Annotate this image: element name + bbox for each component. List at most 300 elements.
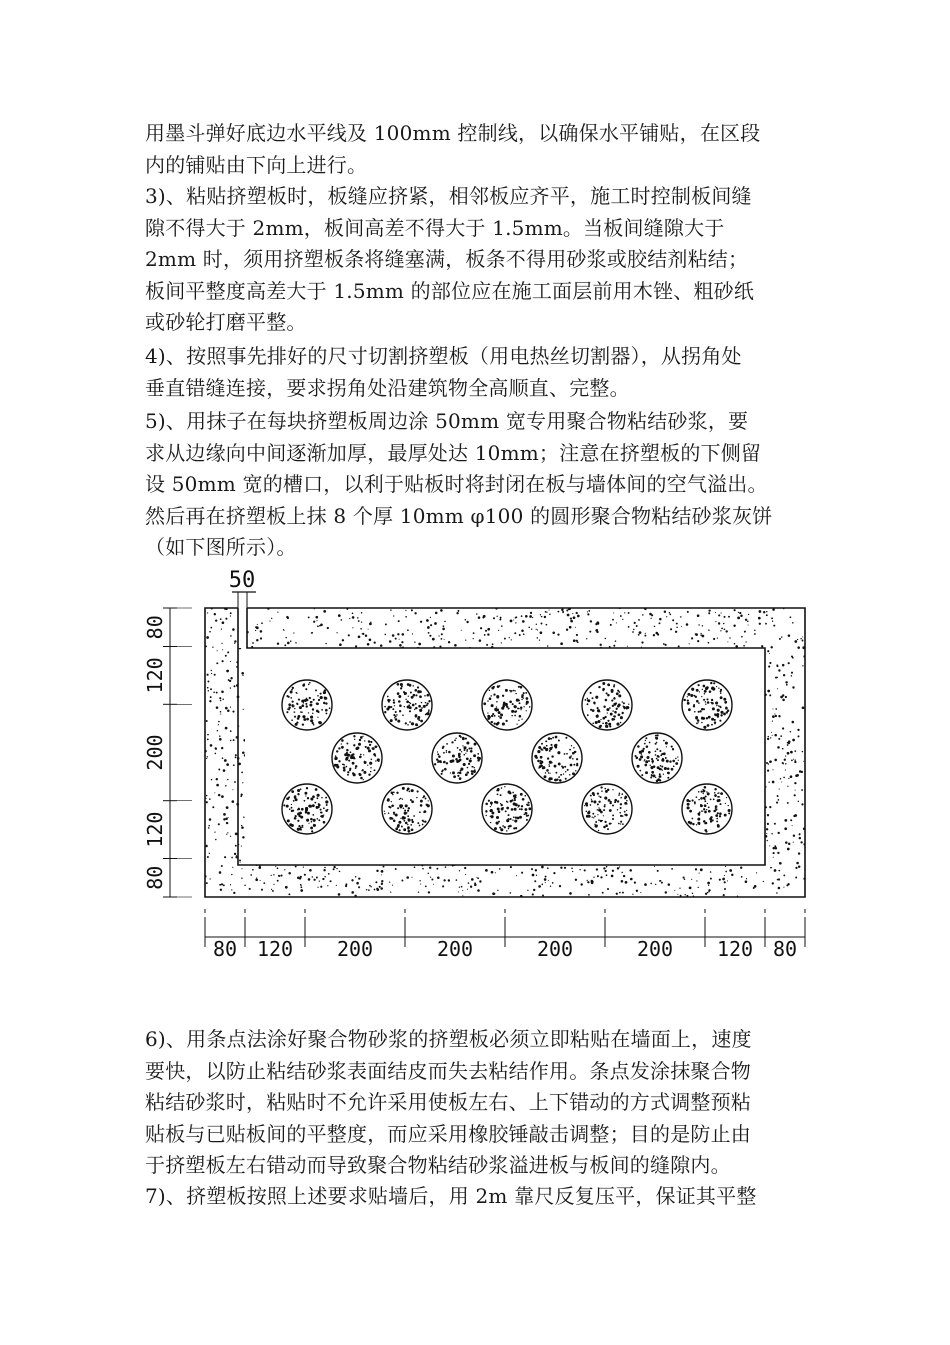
speckle: [594, 740, 596, 742]
speckle: [486, 762, 489, 765]
speckle: [646, 801, 648, 803]
speckle: [249, 673, 251, 675]
dab-speckle: [702, 789, 704, 791]
speckle: [800, 638, 801, 639]
speckle: [721, 683, 722, 684]
dab-speckle: [555, 736, 558, 739]
dab-speckle: [514, 819, 517, 822]
bottom-dim-label: 200: [336, 937, 374, 961]
speckle: [315, 651, 317, 653]
dab-speckle: [519, 702, 521, 704]
dab-speckle: [412, 790, 413, 791]
dab-speckle: [403, 820, 405, 822]
speckle: [415, 853, 417, 855]
speckle: [747, 717, 749, 719]
dab-speckle: [515, 693, 516, 694]
speckle: [269, 706, 270, 707]
speckle: [552, 785, 553, 786]
text-line: 板间平整度高差大于 1.5mm 的部位应在施工面层前用木锉、粗砂纸: [145, 278, 755, 303]
speckle: [292, 671, 293, 672]
dab-speckle: [411, 819, 413, 821]
speckle: [485, 778, 486, 779]
dab-speckle: [497, 789, 499, 791]
speckle: [751, 754, 753, 756]
speckle: [613, 780, 616, 783]
speckle: [676, 699, 678, 701]
speckle: [678, 804, 679, 805]
speckle: [559, 727, 560, 728]
dab-speckle: [303, 702, 304, 703]
speckle: [643, 850, 645, 852]
speckle: [289, 832, 292, 835]
dab-speckle: [314, 802, 316, 804]
speckle: [378, 823, 380, 825]
speckle: [516, 654, 519, 657]
speckle: [459, 870, 460, 871]
speckle: [767, 650, 769, 652]
speckle: [428, 662, 429, 663]
speckle: [407, 835, 408, 836]
dab-speckle: [489, 690, 490, 691]
dab-speckle: [288, 703, 291, 706]
speckle: [628, 733, 630, 735]
speckle: [734, 655, 736, 657]
dab-speckle: [308, 684, 310, 686]
speckle: [605, 870, 607, 872]
speckle: [596, 663, 598, 665]
dab-speckle: [372, 747, 375, 750]
speckle: [467, 711, 468, 712]
dab-speckle: [294, 716, 296, 718]
dab-speckle: [309, 704, 312, 707]
speckle: [384, 634, 386, 636]
dab-speckle: [618, 823, 620, 825]
speckle: [580, 721, 582, 723]
speckle: [782, 664, 785, 667]
dab-speckle: [346, 766, 348, 768]
dab-speckle: [415, 689, 418, 692]
speckle: [418, 643, 421, 646]
dab-speckle: [647, 756, 650, 759]
speckle: [207, 738, 209, 740]
speckle: [368, 784, 369, 785]
speckle: [668, 883, 671, 886]
text-line: 或砂轮打磨平整。: [145, 310, 307, 334]
dab-speckle: [443, 752, 445, 754]
speckle: [644, 687, 646, 689]
speckle: [357, 617, 359, 619]
speckle: [337, 730, 338, 731]
speckle: [385, 661, 387, 663]
speckle: [357, 861, 358, 862]
dab-speckle: [407, 683, 410, 686]
dab-speckle: [455, 738, 456, 739]
speckle: [691, 879, 692, 880]
speckle: [554, 851, 555, 852]
dab-speckle: [341, 746, 344, 749]
speckle: [308, 649, 309, 650]
speckle: [406, 765, 408, 767]
speckle: [754, 629, 756, 631]
speckle: [280, 875, 282, 877]
speckle: [654, 626, 656, 628]
dab-speckle: [704, 690, 707, 693]
speckle: [465, 649, 468, 652]
speckle: [584, 869, 586, 871]
dab-speckle: [391, 801, 392, 802]
dab-speckle: [550, 744, 552, 746]
speckle: [578, 702, 579, 703]
dab-speckle: [705, 795, 707, 797]
dab-speckle: [410, 692, 412, 694]
speckle: [535, 810, 538, 813]
dab-speckle: [715, 701, 718, 704]
dab-speckle: [603, 809, 605, 811]
dab-speckle: [687, 803, 690, 806]
dab-speckle: [587, 703, 589, 705]
dab-speckle: [415, 723, 418, 726]
speckle: [279, 843, 281, 845]
speckle: [259, 709, 261, 711]
speckle: [748, 859, 750, 861]
dab-speckle: [360, 736, 363, 739]
bottom-dim-label: 200: [536, 937, 574, 961]
speckle: [801, 789, 803, 791]
speckle: [563, 793, 564, 794]
speckle: [534, 663, 536, 665]
dab-speckle: [611, 718, 614, 721]
speckle: [362, 835, 363, 836]
speckle: [500, 750, 502, 752]
dab-speckle: [405, 804, 408, 807]
speckle: [519, 730, 520, 731]
speckle: [617, 677, 618, 678]
dab-speckle: [389, 699, 391, 701]
dab-speckle: [297, 820, 299, 822]
speckle: [566, 629, 568, 631]
dab-speckle: [705, 703, 706, 704]
dab-speckle: [392, 708, 394, 710]
speckle: [378, 819, 379, 820]
speckle: [273, 659, 274, 660]
speckle: [468, 816, 471, 819]
speckle: [519, 673, 521, 675]
speckle: [297, 739, 298, 740]
dab-speckle: [303, 718, 306, 721]
dab-speckle: [610, 713, 613, 716]
speckle: [344, 667, 346, 669]
speckle: [559, 855, 560, 856]
dab-speckle: [404, 706, 405, 707]
speckle: [507, 751, 510, 754]
speckle: [217, 730, 218, 731]
dab-speckle: [657, 755, 659, 757]
dab-speckle: [659, 773, 661, 775]
dab-speckle: [603, 815, 604, 816]
speckle: [681, 784, 683, 786]
speckle: [211, 779, 213, 781]
speckle: [259, 676, 262, 679]
speckle: [467, 807, 469, 809]
dab-speckle: [545, 772, 547, 774]
dab-speckle: [547, 757, 549, 759]
speckle: [232, 628, 235, 631]
speckle: [450, 701, 452, 703]
dab-speckle: [375, 760, 376, 761]
dab-speckle: [544, 775, 547, 778]
speckle: [555, 663, 557, 665]
adhesive-dab: [682, 680, 732, 730]
dab-speckle: [507, 818, 509, 820]
speckle: [259, 816, 261, 818]
speckle: [542, 816, 544, 818]
speckle: [483, 765, 485, 767]
dab-speckle: [604, 804, 606, 806]
speckle: [283, 855, 285, 857]
speckle: [356, 860, 359, 863]
speckle: [474, 696, 476, 698]
speckle: [232, 789, 233, 790]
speckle: [431, 743, 432, 744]
dab-speckle: [400, 818, 401, 819]
dab-speckle: [490, 801, 493, 804]
speckle: [299, 656, 300, 657]
dab-speckle: [703, 820, 706, 823]
dab-speckle: [618, 713, 621, 716]
dab-speckle: [462, 745, 463, 746]
dab-speckle: [378, 760, 380, 762]
speckle: [429, 685, 432, 688]
dab-speckle: [423, 811, 425, 813]
speckle: [689, 781, 690, 782]
dab-speckle: [692, 818, 694, 820]
speckle: [423, 677, 425, 679]
gap-notch: [238, 608, 245, 648]
speckle: [629, 653, 630, 654]
dab-speckle: [683, 699, 685, 701]
speckle: [700, 634, 702, 636]
dab-speckle: [620, 815, 622, 817]
speckle: [698, 887, 699, 888]
speckle: [277, 880, 279, 882]
speckle: [395, 638, 397, 640]
speckle: [604, 750, 607, 753]
speckle: [667, 654, 669, 656]
speckle: [661, 851, 662, 852]
speckle: [210, 627, 212, 629]
speckle: [271, 875, 272, 876]
speckle: [380, 644, 383, 647]
dab-speckle: [592, 697, 594, 699]
speckle: [328, 856, 329, 857]
dab-speckle: [592, 813, 594, 815]
speckle: [398, 855, 400, 857]
dab-speckle: [305, 688, 307, 690]
speckle: [785, 763, 787, 765]
dab-speckle: [408, 807, 410, 809]
dab-speckle: [707, 803, 708, 804]
speckle: [543, 858, 544, 859]
dab-speckle: [659, 768, 661, 770]
speckle: [389, 881, 390, 882]
speckle: [763, 703, 764, 704]
dab-speckle: [308, 712, 309, 713]
speckle: [248, 653, 250, 655]
speckle: [368, 889, 370, 891]
speckle: [529, 615, 532, 618]
speckle: [363, 721, 366, 724]
speckle: [643, 860, 645, 862]
dab-speckle: [505, 810, 507, 812]
speckle: [256, 877, 257, 878]
speckle: [255, 630, 256, 631]
speckle: [426, 785, 427, 786]
dab-speckle: [302, 715, 305, 718]
speckle: [678, 653, 680, 655]
speckle: [679, 852, 681, 854]
speckle: [300, 730, 302, 732]
speckle: [278, 798, 280, 800]
speckle: [647, 825, 649, 827]
dab-speckle: [419, 811, 421, 813]
speckle: [276, 677, 277, 678]
dab-speckle: [388, 812, 390, 814]
dab-speckle: [412, 685, 413, 686]
speckle: [339, 871, 341, 873]
dab-speckle: [306, 705, 308, 707]
dab-speckle: [591, 799, 592, 800]
speckle: [673, 670, 674, 671]
speckle: [454, 644, 457, 647]
speckle: [629, 673, 631, 675]
speckle: [380, 842, 383, 845]
speckle: [516, 667, 518, 669]
speckle: [756, 696, 759, 699]
dab-speckle: [655, 737, 658, 740]
speckle: [776, 802, 778, 804]
paragraph-step-3: [145, 181, 815, 339]
speckle: [498, 656, 501, 659]
speckle: [294, 675, 295, 676]
speckle: [552, 797, 554, 799]
speckle: [652, 817, 655, 820]
speckle: [497, 861, 500, 864]
speckle: [461, 886, 463, 888]
speckle: [575, 677, 577, 679]
left-dim-label: 80: [143, 865, 167, 890]
speckle: [288, 893, 290, 895]
speckle: [745, 799, 748, 802]
speckle: [370, 698, 371, 699]
dab-speckle: [315, 788, 318, 791]
speckle: [721, 862, 723, 864]
speckle: [572, 810, 573, 811]
speckle: [275, 844, 277, 846]
speckle: [665, 891, 667, 893]
speckle: [687, 611, 689, 613]
speckle: [267, 828, 268, 829]
speckle: [571, 817, 573, 819]
dab-speckle: [702, 689, 703, 690]
speckle: [234, 640, 236, 642]
speckle: [360, 628, 362, 630]
speckle: [606, 761, 608, 763]
dab-speckle: [465, 773, 468, 776]
dab-speckle: [710, 799, 712, 801]
speckle: [214, 674, 216, 676]
speckle: [257, 759, 259, 761]
top-dim-label: 50: [228, 568, 256, 593]
dab-speckle: [597, 814, 598, 815]
speckle: [339, 643, 342, 646]
speckle: [430, 677, 432, 679]
speckle: [567, 796, 568, 797]
dab-speckle: [471, 766, 473, 768]
dab-speckle: [353, 735, 355, 737]
dab-speckle: [617, 690, 619, 692]
speckle: [576, 612, 578, 614]
speckle: [526, 781, 528, 783]
speckle: [720, 669, 721, 670]
adhesive-dab: [382, 680, 432, 730]
speckle: [759, 693, 761, 695]
speckle: [696, 767, 697, 768]
speckle: [650, 618, 651, 619]
dab-speckle: [411, 821, 413, 823]
speckle: [756, 797, 758, 799]
speckle: [549, 614, 551, 616]
dab-speckle: [338, 747, 340, 749]
speckle: [260, 735, 261, 736]
speckle: [663, 724, 664, 725]
speckle: [790, 819, 792, 821]
dab-speckle: [411, 800, 414, 803]
speckle: [802, 751, 803, 752]
dab-speckle: [318, 699, 320, 701]
speckle: [365, 691, 368, 694]
speckle: [577, 659, 578, 660]
speckle: [273, 884, 274, 885]
dab-speckle: [488, 800, 490, 802]
speckle: [769, 845, 770, 846]
speckle: [530, 654, 532, 656]
speckle: [206, 720, 208, 722]
dab-speckle: [317, 794, 320, 797]
speckle: [408, 657, 410, 659]
speckle: [220, 618, 222, 620]
speckle: [366, 889, 368, 891]
speckle: [281, 789, 282, 790]
speckle: [230, 687, 231, 688]
adhesive-dab: [332, 733, 382, 783]
dab-speckle: [565, 778, 567, 780]
dab-speckle: [584, 805, 585, 806]
speckle: [358, 620, 360, 622]
speckle: [232, 867, 233, 868]
speckle: [676, 705, 678, 707]
speckle: [519, 776, 520, 777]
speckle: [334, 816, 336, 818]
speckle: [462, 684, 464, 686]
dab-speckle: [325, 709, 328, 712]
dab-speckle: [504, 826, 506, 828]
text-line: 然后再在挤塑板上抹 8 个厚 10mm φ100 的圆形聚合物粘结砂浆灰饼: [145, 503, 773, 528]
speckle: [441, 713, 442, 714]
speckle: [233, 739, 235, 741]
speckle: [736, 821, 738, 823]
speckle: [252, 642, 254, 644]
dab-speckle: [395, 828, 398, 831]
